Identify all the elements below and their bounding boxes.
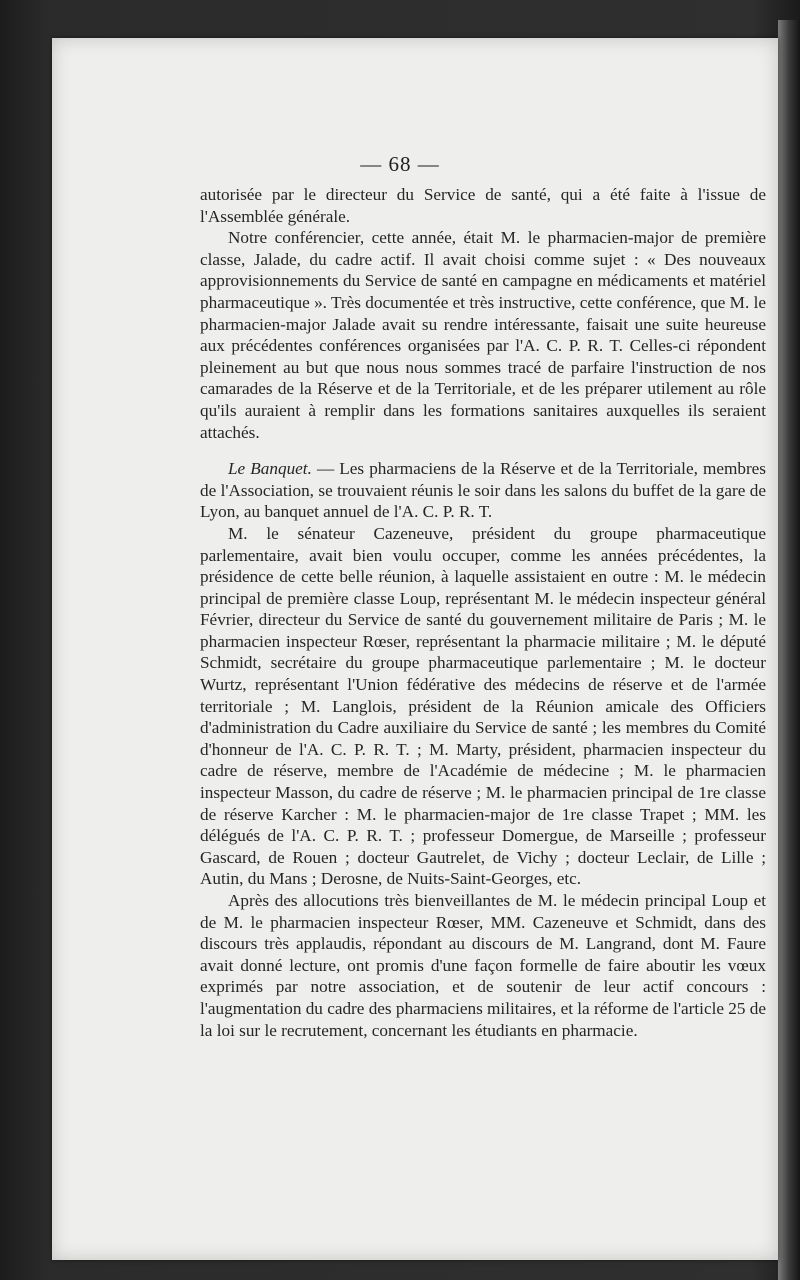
section-heading-banquet: Le Banquet.: [228, 459, 312, 479]
page-number: — 68 —: [360, 152, 440, 176]
paragraph-attendees: M. le sénateur Cazeneuve, président du groupe pharmaceutique parlementaire, avait bien voulu occuper, comme les années précédentes, la présidence de cette belle réunion, à laquelle assistaient en outre : M. le médecin principal de première classe Loup, représentant M. le médecin inspecteur général Février, directeur du Service de santé du gouvernement militaire de Paris ; M. le pharmacien inspecteur Rœser, représentant la pharmacie militaire ; M. le député Schmidt, secrétaire du groupe pharmaceutique parlementaire ; M. le docteur Wurtz, représentant l'Union fédérative des médecins de réserve et de l'armée territoriale ; M. Langlois, président de la Réunion amicale des Officiers d'administration du Cadre auxiliaire du Service de santé ; les membres du Comité d'honneur de l'A. C. P. R. T. ; M. Marty, président, pharmacien inspecteur du cadre de réserve, membre de l'Académie de médecine ; M. le pharmacien inspecteur Masson, du cadre de réserve ; M. le pharmacien principal de 1re classe de réserve Karcher : M. le pharmacien-major de 1re classe Trapet ; MM. les délégués de l'A. C. P. R. T. ; professeur Domergue, de Marseille ; professeur Gascard, de Rouen ; docteur Gautrelet, de Vichy ; docteur Leclair, de Lille ; Autin, du Mans ; Derosne, de Nuits-Saint-Georges, etc.: [200, 523, 766, 889]
paragraph-banquet: [200, 458, 766, 523]
paragraph-banquet-body: — Les pharmaciens de la Réserve et de la Territoriale, membres de l'Association, se trouvaient réunis le soir dans les salons du buffet de la gare de Lyon, au banquet annuel de l'A. C. P. R. T.: [200, 459, 766, 522]
body-text: [200, 184, 766, 1041]
paragraph-conference: Notre conférencier, cette année, était M. le pharmacien-major de première classe, Jalade, du cadre actif. Il avait choisi comme sujet : « Des nouveaux approvisionnements du Service de santé en campagne en médicaments et matériel pharmaceutique ». Très documentée et très instructive, cette conférence, que M. le pharmacien-major Jalade avait su rendre intéressante, faisait une suite heureuse aux précédentes conférences organisées par l'A. C. P. R. T. Celles-ci répondent pleinement au but que nous nous sommes tracé de parfaire l'instruction de nos camarades de la Réserve et de la Territoriale, et de les préparer utilement au rôle qu'ils auraient à remplir dans les formations sanitaires auxquelles ils seraient attachés.: [200, 228, 766, 442]
paragraph-speeches: Après des allocutions très bienveillantes de M. le médecin principal Loup et de M. le pharmacien inspecteur Rœser, MM. Cazeneuve et Schmidt, dans des discours très applaudis, répondant au discours de M. Langrand, dont M. Faure avait donné lecture, ont promis d'une façon formelle de faire aboutir les vœux exprimés par notre association, et de soutenir de leur actif concours : l'augmentation du cadre des pharmaciens militaires, et la réforme de l'article 25 de la loi sur le recrutement, concernant les étudiants en pharmacie.: [200, 891, 766, 1040]
paragraph-continuation: autorisée par le directeur du Service de santé, qui a été faite à l'issue de l'Assemblée générale.: [200, 185, 766, 226]
page-edge-shadow: [778, 20, 800, 1280]
